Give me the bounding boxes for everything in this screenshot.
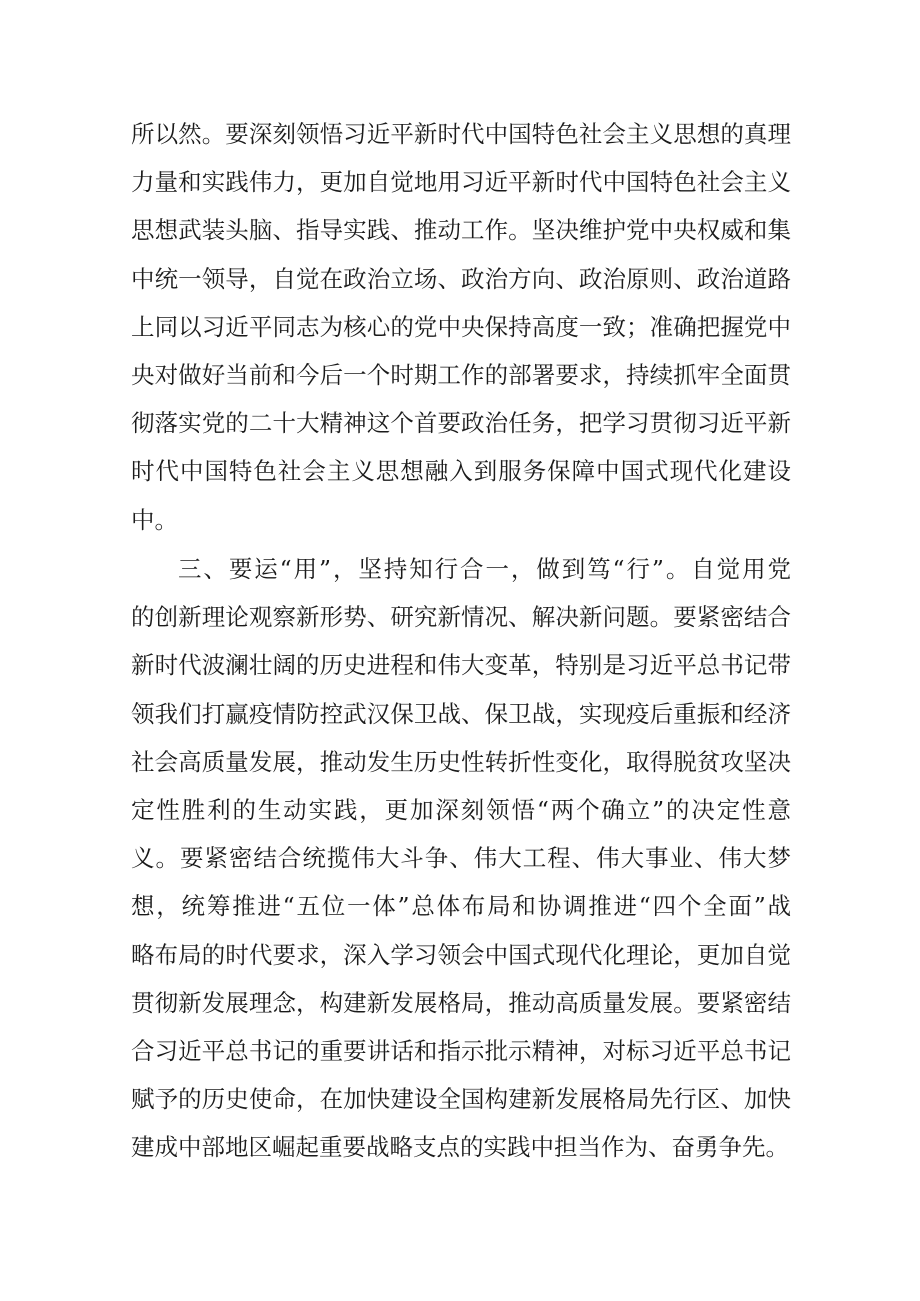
- paragraph-2-line: 想，统筹推进“五位一体”总体布局和协调推进“四个全面”战: [131, 892, 791, 921]
- paragraph-1-line: 所以然。要深刻领悟习近平新时代中国特色社会主义思想的真理: [131, 120, 791, 148]
- paragraph-2-line: 三、要运“用”，坚持知行合一，做到笃“行”。自觉用党: [178, 555, 791, 583]
- paragraph-1-line: 思想武装头脑、指导实践、推动工作。坚决维护党中央权威和集: [131, 216, 791, 245]
- paragraph-2-line: 领我们打赢疫情防控武汉保卫战、保卫战，实现疫后重振和经济: [131, 699, 791, 728]
- paragraph-2-line: 定性胜利的生动实践，更加深刻领悟“两个确立”的决定性意: [131, 795, 791, 824]
- paragraph-2-line: 义。要紧密结合统揽伟大斗争、伟大工程、伟大事业、伟大梦: [131, 844, 791, 873]
- paragraph-2: [131, 545, 791, 1171]
- paragraph-1-line: 中统一领导，自觉在政治立场、政治方向、政治原则、政治道路: [131, 264, 791, 293]
- paragraph-1-line: 上同以习近平同志为核心的党中央保持高度一致；准确把握党中: [131, 312, 791, 341]
- paragraph-2-line: 贯彻新发展理念，构建新发展格局，推动高质量发展。要紧密结: [131, 988, 791, 1017]
- paragraph-1: [131, 110, 791, 544]
- paragraph-2-line: 社会高质量发展，推动发生历史性转折性变化，取得脱贫攻坚决: [131, 747, 791, 776]
- paragraph-2-line: 略布局的时代要求，深入学习领会中国式现代化理论，更加自觉: [131, 940, 791, 969]
- paragraph-1-line: 力量和实践伟力，更加自觉地用习近平新时代中国特色社会主义: [131, 168, 791, 197]
- paragraph-2-line: 赋予的历史使命，在加快建设全国构建新发展格局先行区、加快: [131, 1085, 791, 1114]
- paragraph-1-line: 时代中国特色社会主义思想融入到服务保障中国式现代化建设: [131, 457, 791, 486]
- paragraph-1-line: 央对做好当前和今后一个时期工作的部署要求，持续抓牢全面贯: [131, 360, 791, 389]
- paragraph-1-line: 彻落实党的二十大精神这个首要政治任务，把学习贯彻习近平新: [131, 409, 791, 438]
- paragraph-2-line: 新时代波澜壮阔的历史进程和伟大变革，特别是习近平总书记带: [131, 651, 791, 680]
- paragraph-2-line: 合习近平总书记的重要讲话和指示批示精神，对标习近平总书记: [131, 1036, 791, 1065]
- paragraph-2-line: 的创新理论观察新形势、研究新情况、解决新问题。要紧密结合: [131, 603, 791, 632]
- paragraph-2-line: 建成中部地区崛起重要战略支点的实践中担当作为、奋勇争先。: [131, 1133, 789, 1162]
- paragraph-1-line: 中。: [131, 505, 178, 534]
